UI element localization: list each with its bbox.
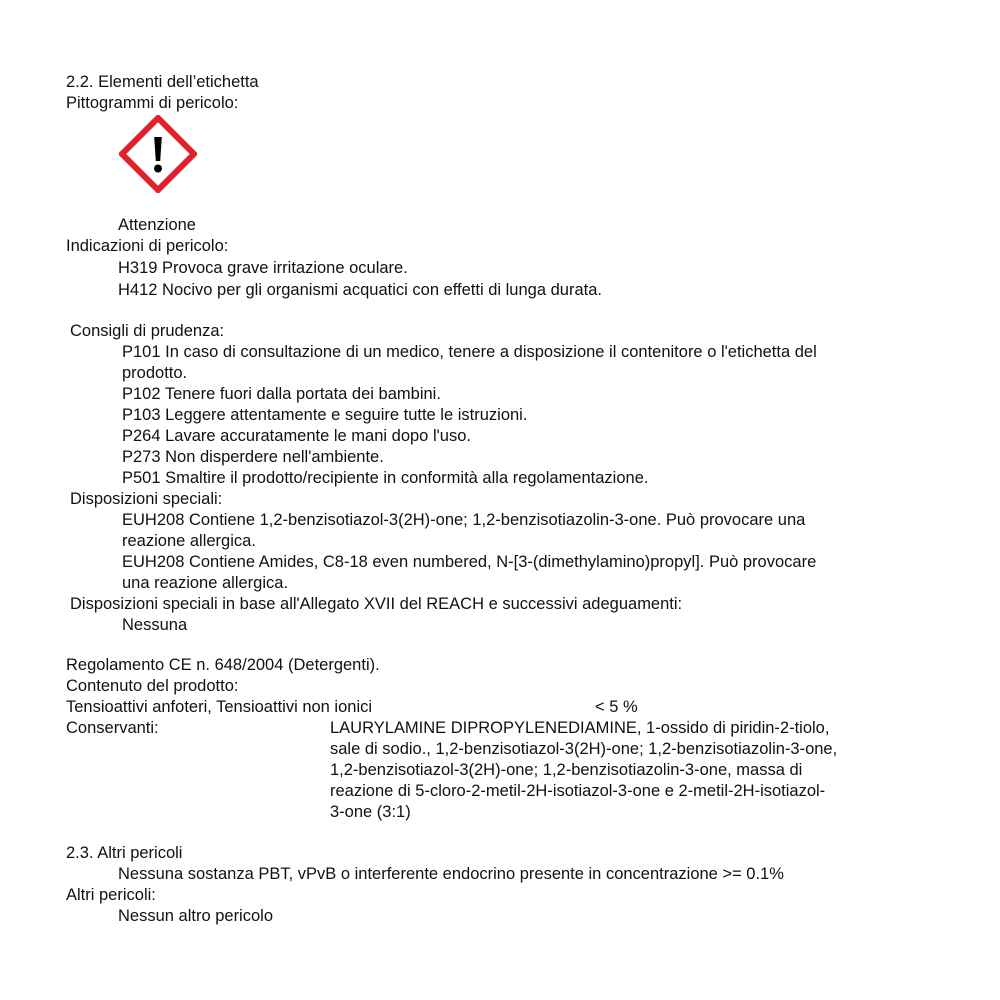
pbt-statement: Nessuna sostanza PBT, vPvB o interferente endocrino presente in concentrazione >= 0.1% [118, 865, 784, 883]
preservatives-line: sale di sodio., 1,2-benzisotiazol-3(2H)-one; 1,2-benzisotiazolin-3-one, [330, 740, 838, 758]
special-provision: EUH208 Contiene Amides, C8-18 even numbered, N-[3-(dimethylamino)propyl]. Può provocare [122, 553, 817, 571]
special-provision: una reazione allergica. [122, 574, 289, 592]
precaution-statement: prodotto. [122, 364, 188, 382]
preservatives-label: Conservanti: [66, 719, 159, 737]
section-2-2-heading: 2.2. Elementi dell’etichetta [66, 73, 259, 91]
section-2-3-heading: 2.3. Altri pericoli [66, 844, 183, 862]
reach-provisions-label: Disposizioni speciali in base all'Allegato XVII del REACH e successivi adeguamenti: [70, 595, 683, 613]
special-provisions-label: Disposizioni speciali: [70, 490, 223, 508]
special-provision: reazione allergica. [122, 532, 256, 550]
pictograms-label: Pittogrammi di pericolo: [66, 94, 239, 112]
precaution-statement: P103 Leggere attentamente e seguire tutte le istruzioni. [122, 406, 528, 424]
precaution-statement: P273 Non disperdere nell'ambiente. [122, 448, 384, 466]
surfactants-label: Tensioattivi anfoteri, Tensioattivi non ionici [66, 698, 373, 716]
signal-word: Attenzione [118, 216, 196, 234]
preservatives-line: 1,2-benzisotiazol-3(2H)-one; 1,2-benzisotiazolin-3-one, massa di [330, 761, 803, 779]
precaution-statement: P264 Lavare accuratamente le mani dopo l'uso. [122, 427, 471, 445]
preservatives-line: LAURYLAMINE DIPROPYLENEDIAMINE, 1-ossido di piridin-2-tiolo, [330, 719, 830, 737]
special-provision: EUH208 Contiene 1,2-benzisotiazol-3(2H)-one; 1,2-benzisotiazolin-3-one. Può provocare una [122, 511, 806, 529]
other-hazards-value: Nessun altro pericolo [118, 907, 273, 925]
precaution-statement: P101 In caso di consultazione di un medico, tenere a disposizione il contenitore o l'etichetta del [122, 343, 817, 361]
other-hazards-label: Altri pericoli: [66, 886, 156, 904]
reach-provisions-value: Nessuna [122, 616, 188, 634]
precaution-label: Consigli di prudenza: [70, 322, 225, 340]
preservatives-line: reazione di 5-cloro-2-metil-2H-isotiazol-3-one e 2-metil-2H-isotiazol- [330, 782, 826, 800]
regulation-reference: Regolamento CE n. 648/2004 (Detergenti). [66, 656, 380, 674]
hazard-statements-label: Indicazioni di pericolo: [66, 237, 229, 255]
hazard-statement: H319 Provoca grave irritazione oculare. [118, 259, 408, 277]
preservatives-line: 3-one (3:1) [330, 803, 411, 821]
precaution-statement: P501 Smaltire il prodotto/recipiente in conformità alla regolamentazione. [122, 469, 649, 487]
exclamation-mark-hazard-icon [119, 115, 197, 193]
surfactants-value: < 5 % [595, 698, 638, 716]
product-content-label: Contenuto del prodotto: [66, 677, 239, 695]
precaution-statement: P102 Tenere fuori dalla portata dei bambini. [122, 385, 441, 403]
hazard-statement: H412 Nocivo per gli organismi acquatici con effetti di lunga durata. [118, 281, 602, 299]
